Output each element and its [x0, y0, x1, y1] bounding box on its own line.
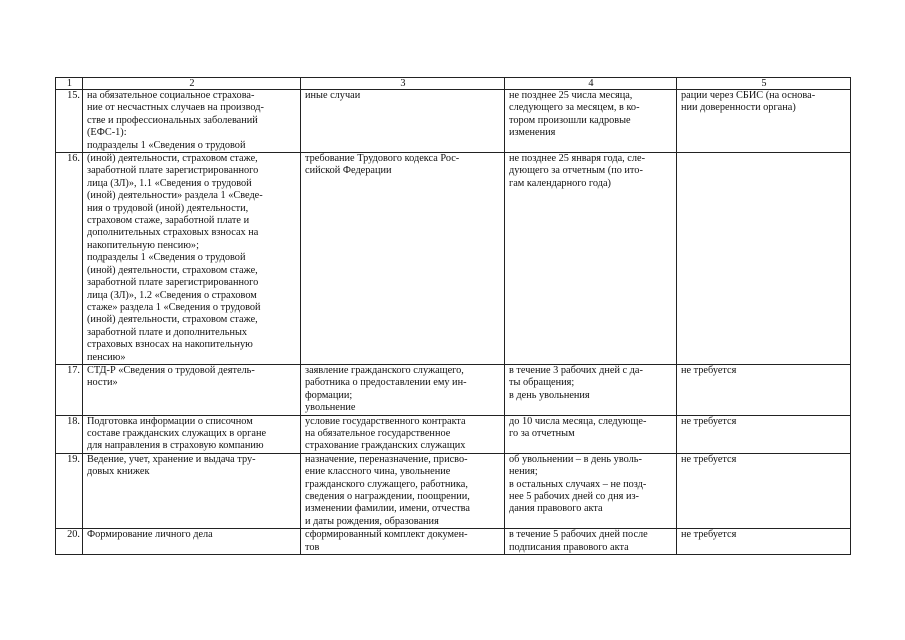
row-number: 18.	[56, 415, 83, 453]
cell-text-line: ности»	[87, 377, 118, 389]
cell-text-line: формации;	[305, 389, 353, 401]
cell-text-line: на обязательное государственное	[305, 427, 451, 439]
cell-text-line: страховых взносах на накопительную	[87, 339, 253, 351]
cell-text-line: заработной плате зарегистрированного	[87, 165, 259, 177]
cell-text-line: подписания правового акта	[509, 541, 629, 553]
cell-text-line: тов	[305, 541, 320, 553]
table-row	[56, 453, 851, 528]
cell-text-line: сведения о награждении, поощрении,	[305, 491, 470, 502]
cell-column-3	[301, 453, 505, 528]
cell-text-line: на обязательное социальное страхова-	[87, 90, 255, 101]
header-col-3: 3	[301, 78, 505, 90]
cell-text-line: в течение 3 рабочих дней с да-	[509, 364, 643, 376]
cell-text-line: назначение, переназначение, присво-	[305, 453, 468, 465]
cell-text-line: нии доверенности органа)	[681, 102, 796, 114]
cell-text-line: дующего за отчетным (по ито-	[509, 165, 643, 177]
cell-text-line: Подготовка информации о списочном	[87, 415, 253, 427]
cell-text-line: подразделы 1 «Сведения о трудовой	[87, 139, 246, 151]
cell-text-line: изменении фамилии, имени, отчества	[305, 503, 470, 515]
cell-column-2	[83, 153, 301, 365]
document-table	[55, 77, 851, 555]
cell-text-line: заявление гражданского служащего,	[305, 364, 464, 376]
cell-text-line: стаже» раздела 1 «Сведения о трудовой	[87, 301, 261, 313]
row-number: 20.	[56, 529, 83, 555]
cell-text-line: иные случаи	[305, 90, 361, 101]
cell-text-line: нения;	[509, 466, 538, 478]
cell-column-5	[677, 90, 851, 153]
cell-text-line: в остальных случаях – не позд-	[509, 478, 647, 490]
cell-text-line: ние от несчастных случаев на производ-	[87, 102, 264, 114]
cell-text-line: страховом стаже, заработной плате и	[87, 215, 250, 227]
header-row	[56, 78, 851, 90]
cell-text-line: в течение 5 рабочих дней после	[509, 529, 648, 541]
table-row	[56, 90, 851, 153]
cell-column-4	[505, 415, 677, 453]
cell-column-5	[677, 364, 851, 415]
cell-text-line: ты обращения;	[509, 377, 575, 389]
cell-column-5	[677, 529, 851, 555]
cell-text-line: до 10 числа месяца, следующе-	[509, 415, 647, 427]
cell-column-2	[83, 453, 301, 528]
cell-text-line: не требуется	[681, 415, 737, 427]
cell-text-line: в день увольнения	[509, 389, 590, 401]
cell-text-line: об увольнении – в день уволь-	[509, 453, 642, 465]
cell-column-2	[83, 90, 301, 153]
cell-text-line: ния о трудовой (иной) деятельности,	[87, 202, 249, 214]
cell-text-line: Ведение, учет, хранение и выдача тру-	[87, 453, 256, 465]
cell-text-line: заработной плате зарегистрированного	[87, 277, 259, 289]
cell-column-4	[505, 364, 677, 415]
cell-column-4	[505, 90, 677, 153]
cell-text-line: (иной) деятельности, страховом стаже,	[87, 264, 258, 276]
cell-text-line: гам календарного года)	[509, 177, 611, 189]
cell-column-4	[505, 153, 677, 365]
cell-text-line: (иной) деятельности, страховом стаже,	[87, 314, 258, 326]
cell-text-line: страхование гражданских служащих	[305, 440, 466, 452]
header-col-5: 5	[677, 78, 851, 90]
cell-text-line: для направления в страховую компанию	[87, 440, 264, 452]
cell-text-line: сийской Федерации	[305, 165, 392, 177]
cell-text-line: Формирование личного дела	[87, 529, 213, 541]
cell-column-5	[677, 153, 851, 365]
cell-text-line: ение классного чина, увольнение	[305, 466, 451, 478]
cell-text-line: сформированный комплект докумен-	[305, 529, 468, 541]
cell-text-line: дополнительных страховых взносах на	[87, 227, 259, 239]
row-number: 16.	[56, 153, 83, 365]
cell-column-3	[301, 415, 505, 453]
table-body	[56, 90, 851, 555]
cell-column-5	[677, 415, 851, 453]
cell-column-3	[301, 529, 505, 555]
cell-text-line: лица (ЗЛ)», 1.2 «Сведения о страховом	[87, 289, 257, 301]
cell-column-2	[83, 415, 301, 453]
cell-column-2	[83, 529, 301, 555]
cell-text-line: тором произошли кадровые	[509, 114, 631, 126]
cell-text-line: (иной) деятельности, страховом стаже,	[87, 153, 258, 165]
cell-text-line: увольнение	[305, 402, 356, 414]
cell-text-line: рации через СБИС (на основа-	[681, 90, 816, 101]
cell-column-3	[301, 90, 505, 153]
cell-text-line: пенсию»	[87, 351, 126, 363]
cell-text-line: не требуется	[681, 364, 737, 376]
row-number: 19.	[56, 453, 83, 528]
cell-text-line: не позднее 25 января года, сле-	[509, 153, 646, 165]
cell-column-3	[301, 153, 505, 365]
cell-text-line: довых книжек	[87, 466, 150, 478]
cell-text-line: стве и профессиональных заболеваний	[87, 114, 258, 126]
cell-column-4	[505, 453, 677, 528]
cell-text-line: и даты рождения, образования	[305, 515, 439, 527]
cell-text-line: (ЕФС-1):	[87, 127, 127, 139]
cell-text-line: составе гражданских служащих в органе	[87, 427, 267, 439]
cell-text-line: не требуется	[681, 529, 737, 541]
cell-column-4	[505, 529, 677, 555]
cell-text-line: не позднее 25 числа месяца,	[509, 90, 633, 101]
cell-text-line: го за отчетным	[509, 427, 575, 439]
row-number: 15.	[56, 90, 83, 153]
cell-text-line: (иной) деятельности» раздела 1 «Сведе-	[87, 190, 263, 202]
header-col-4: 4	[505, 78, 677, 90]
cell-text-line: заработной плате и дополнительных	[87, 326, 248, 338]
cell-text-line: изменения	[509, 127, 556, 139]
cell-column-5	[677, 453, 851, 528]
cell-text-line: накопительную пенсию»;	[87, 239, 199, 251]
table-row	[56, 364, 851, 415]
table-row	[56, 415, 851, 453]
table-row	[56, 153, 851, 365]
row-number: 17.	[56, 364, 83, 415]
cell-text-line: работника о предоставлении ему ин-	[305, 377, 467, 389]
table-row	[56, 529, 851, 555]
cell-text-line: условие государственного контракта	[305, 415, 466, 427]
cell-column-2	[83, 364, 301, 415]
cell-text-line: не требуется	[681, 453, 737, 465]
cell-text-line: подразделы 1 «Сведения о трудовой	[87, 252, 246, 264]
header-col-1: 1	[56, 78, 83, 90]
cell-text-line: требование Трудового кодекса Рос-	[305, 153, 460, 165]
cell-text-line: дания правового акта	[509, 503, 603, 515]
cell-text-line: лица (ЗЛ)», 1.1 «Сведения о трудовой	[87, 177, 252, 189]
cell-text-line: следующего за месяцем, в ко-	[509, 102, 640, 114]
cell-column-3	[301, 364, 505, 415]
cell-text-line: гражданского служащего, работника,	[305, 478, 468, 490]
cell-text-line: СТД-Р «Сведения о трудовой деятель-	[87, 364, 255, 376]
header-col-2: 2	[83, 78, 301, 90]
cell-text-line: нее 5 рабочих дней со дня из-	[509, 491, 639, 502]
